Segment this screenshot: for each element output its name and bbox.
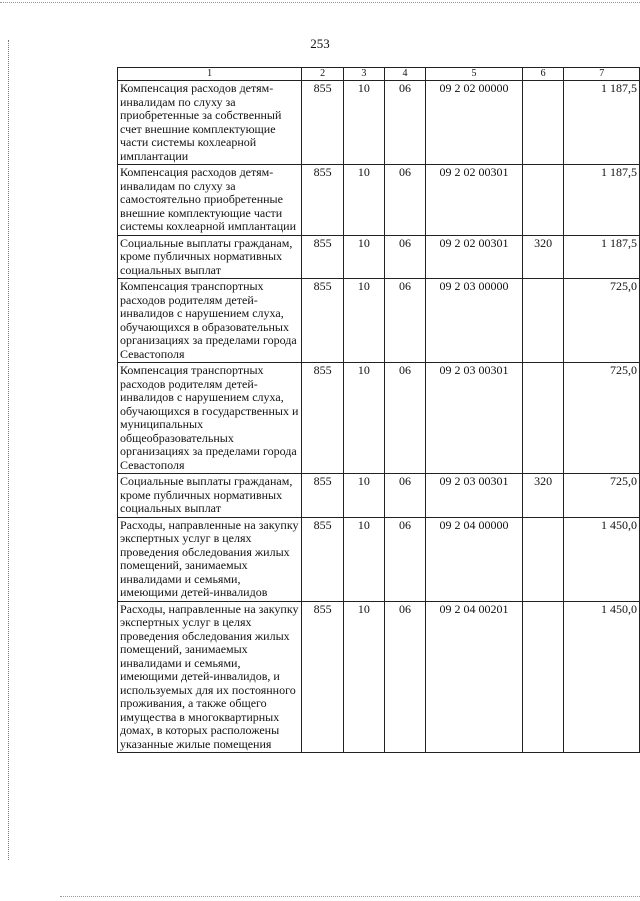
table-row — [118, 474, 640, 518]
header-col-7: 7 — [564, 68, 640, 81]
row-expense-type — [522, 81, 564, 165]
row-amount: 1 187,5 — [564, 235, 640, 279]
row-section-code: 10 — [343, 165, 384, 236]
row-target-article: 09 2 02 00301 — [426, 165, 522, 236]
row-ministry-code: 855 — [302, 279, 344, 363]
row-section-code: 10 — [343, 363, 384, 474]
scan-top-edge — [0, 2, 640, 3]
row-expense-type — [522, 517, 564, 601]
row-target-article: 09 2 04 00000 — [426, 517, 522, 601]
table-row — [118, 165, 640, 236]
scan-left-margin-line — [8, 40, 9, 860]
row-target-article: 09 2 04 00201 — [426, 601, 522, 753]
row-subsection-code: 06 — [384, 474, 426, 518]
row-name: Компенсация расходов детям-инвалидам по слуху за приобретенные за собственный счет внешние комплектующие части системы кохлеарной имплантации — [118, 81, 302, 165]
row-amount: 1 450,0 — [564, 601, 640, 753]
row-amount: 725,0 — [564, 363, 640, 474]
row-target-article: 09 2 03 00301 — [426, 363, 522, 474]
row-ministry-code: 855 — [302, 517, 344, 601]
row-subsection-code: 06 — [384, 517, 426, 601]
row-section-code: 10 — [343, 81, 384, 165]
row-ministry-code: 855 — [302, 235, 344, 279]
row-expense-type: 320 — [522, 235, 564, 279]
table-row — [118, 81, 640, 165]
scan-bottom-edge — [60, 896, 640, 897]
row-ministry-code: 855 — [302, 81, 344, 165]
row-amount: 1 187,5 — [564, 81, 640, 165]
row-expense-type — [522, 363, 564, 474]
table-row — [118, 279, 640, 363]
table-header-row — [118, 68, 640, 81]
row-name: Расходы, направленные на закупку экспертных услуг в целях проведения обследования жилых помещений, занимаемых инвалидами и семьями, имеющими детей-инвалидов — [118, 517, 302, 601]
header-col-6: 6 — [522, 68, 564, 81]
row-ministry-code: 855 — [302, 165, 344, 236]
row-section-code: 10 — [343, 601, 384, 753]
table-row — [118, 601, 640, 753]
row-expense-type — [522, 279, 564, 363]
row-section-code: 10 — [343, 279, 384, 363]
row-target-article: 09 2 03 00000 — [426, 279, 522, 363]
header-col-1: 1 — [118, 68, 302, 81]
row-section-code: 10 — [343, 474, 384, 518]
row-subsection-code: 06 — [384, 165, 426, 236]
row-section-code: 10 — [343, 235, 384, 279]
budget-table — [117, 67, 640, 753]
row-ministry-code: 855 — [302, 601, 344, 753]
header-col-5: 5 — [426, 68, 522, 81]
row-subsection-code: 06 — [384, 363, 426, 474]
table-row — [118, 235, 640, 279]
row-target-article: 09 2 03 00301 — [426, 474, 522, 518]
page-number: 253 — [310, 36, 330, 51]
row-target-article: 09 2 02 00301 — [426, 235, 522, 279]
header-col-4: 4 — [384, 68, 426, 81]
row-name: Социальные выплаты гражданам, кроме публичных нормативных социальных выплат — [118, 235, 302, 279]
row-subsection-code: 06 — [384, 601, 426, 753]
row-expense-type — [522, 165, 564, 236]
row-subsection-code: 06 — [384, 81, 426, 165]
row-amount: 1 450,0 — [564, 517, 640, 601]
row-amount: 1 187,5 — [564, 165, 640, 236]
row-expense-type — [522, 601, 564, 753]
row-name: Компенсация расходов детям-инвалидам по слуху за самостоятельно приобретенные внешние комплектующие части системы кохлеарной имплантации — [118, 165, 302, 236]
row-name: Компенсация транспортных расходов родителям детей-инвалидов с нарушением слуха, обучающихся в государственных и муниципальных общеобразовательных организациях за пределами города Севастополя — [118, 363, 302, 474]
row-target-article: 09 2 02 00000 — [426, 81, 522, 165]
row-subsection-code: 06 — [384, 235, 426, 279]
row-name: Расходы, направленные на закупку экспертных услуг в целях проведения обследования жилых помещений, занимаемых инвалидами и семьями, имеющими детей-инвалидов, и используемых для их постоянного проживания, а также общего имущества в многоквартирных домах, в которых расположены указанные жилые помещения — [118, 601, 302, 753]
header-col-2: 2 — [302, 68, 344, 81]
row-subsection-code: 06 — [384, 279, 426, 363]
row-amount: 725,0 — [564, 474, 640, 518]
header-col-3: 3 — [343, 68, 384, 81]
row-expense-type: 320 — [522, 474, 564, 518]
table-row — [118, 517, 640, 601]
row-ministry-code: 855 — [302, 474, 344, 518]
row-amount: 725,0 — [564, 279, 640, 363]
row-ministry-code: 855 — [302, 363, 344, 474]
row-name: Социальные выплаты гражданам, кроме публичных нормативных социальных выплат — [118, 474, 302, 518]
row-section-code: 10 — [343, 517, 384, 601]
table-row — [118, 363, 640, 474]
row-name: Компенсация транспортных расходов родителям детей-инвалидов с нарушением слуха, обучающихся в образовательных организациях за пределами города Севастополя — [118, 279, 302, 363]
